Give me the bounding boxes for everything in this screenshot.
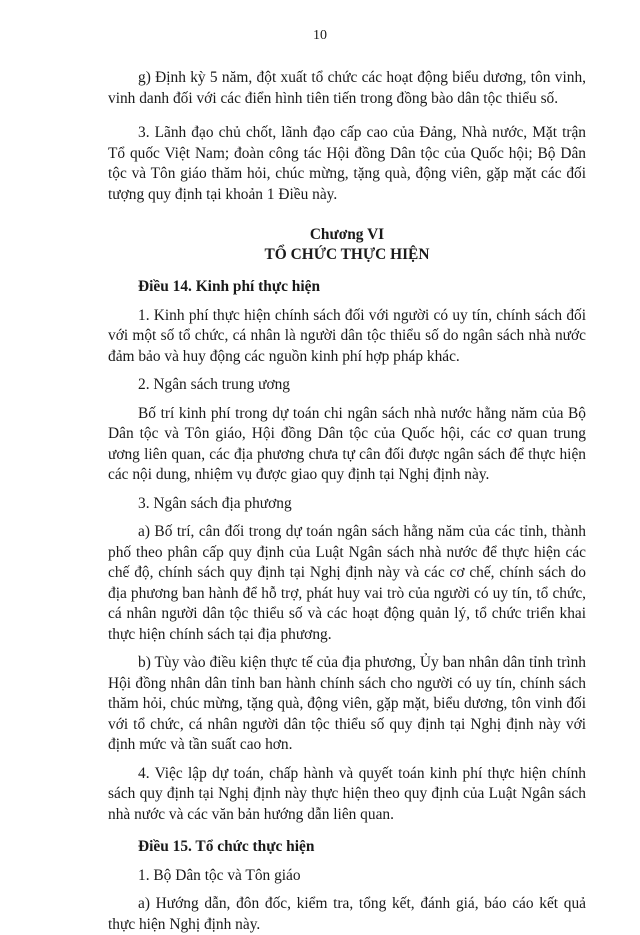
chapter-title: TỔ CHỨC THỰC HIỆN [264, 246, 430, 263]
article-15-heading: Điều 15. Tổ chức thực hiện [138, 838, 315, 855]
paragraph-14-2: 2. Ngân sách trung ương [138, 376, 290, 393]
chapter-number: Chương VI [309, 226, 385, 243]
paragraph-14-3a: a) Bố trí, cân đối trong dự toán ngân sách hằng năm của các tỉnh, thành phố theo phân cấp quy định của Luật Ngân sách nhà nước để thực hiện các chế độ, chính sách quy định tại Nghị định này và các cơ chế, chính sách do địa phương ban hành để hỗ trợ, phát huy vai trò của người có uy tín, tổ chức, cá nhân người dân tộc thiểu số và các hoạt động quản lý, tổ chức triển khai thực hiện chính sách tại địa phương. [108, 523, 586, 643]
paragraph-14-1: 1. Kinh phí thực hiện chính sách đối với người có uy tín, chính sách đối với một số tổ chức, cá nhân là người dân tộc thiểu số do ngân sách nhà nước đảm bảo và huy động các nguồn kinh phí hợp pháp khác. [108, 306, 586, 365]
paragraph-14-3b: b) Tùy vào điều kiện thực tế của địa phương, Ủy ban nhân dân tỉnh trình Hội đồng nhân dân tỉnh ban hành chính sách cho người có uy tín, chính sách thăm hỏi, chúc mừng, tặng quà, động viên, gặp mặt, biểu dương, tôn vinh đối với tổ chức, cá nhân người dân tộc thiểu số quy định tại Nghị định này với định mức và tần suất cao hơn. [108, 654, 586, 753]
article-14-heading: Điều 14. Kinh phí thực hiện [138, 278, 320, 295]
paragraph-15-1: 1. Bộ Dân tộc và Tôn giáo [138, 866, 301, 884]
paragraph-14-4: 4. Việc lập dự toán, chấp hành và quyết toán kinh phí thực hiện chính sách quy định tại Nghị định này thực hiện theo quy định của Luật Ngân sách nhà nước và các văn bản hướng dẫn liên quan. [108, 764, 586, 823]
paragraph-14-3: 3. Ngân sách địa phương [138, 494, 292, 512]
document-body [108, 68, 586, 935]
page-number: 10 [313, 28, 327, 43]
paragraph-14-2-body: Bố trí kinh phí trong dự toán chi ngân sách nhà nước hằng năm của Bộ Dân tộc và Tôn giáo, Hội đồng Dân tộc của Quốc hội, các cơ quan trung ương liên quan, các địa phương chưa tự cân đối được ngân sách để thực hiện các nội dung, nhiệm vụ được giao quy định tại Nghị định này. [108, 404, 586, 483]
paragraph-g: g) Định kỳ 5 năm, đột xuất tổ chức các hoạt động biểu dương, tôn vinh, vinh danh đối với các điển hình tiên tiến trong đồng bào dân tộc thiểu số. [108, 69, 586, 107]
chapter-heading [108, 225, 586, 265]
paragraph-3-leaders: 3. Lãnh đạo chủ chốt, lãnh đạo cấp cao của Đảng, Nhà nước, Mặt trận Tổ quốc Việt Nam; đoàn công tác Hội đồng Dân tộc của Quốc hội; Bộ Dân tộc và Tôn giáo thăm hỏi, chúc mừng, tặng quà, động viên, gặp mặt các đối tượng quy định tại khoản 1 Điều này. [108, 124, 586, 203]
paragraph-15-1a: a) Hướng dẫn, đôn đốc, kiểm tra, tổng kết, đánh giá, báo cáo kết quả thực hiện Nghị định này. [108, 895, 586, 933]
